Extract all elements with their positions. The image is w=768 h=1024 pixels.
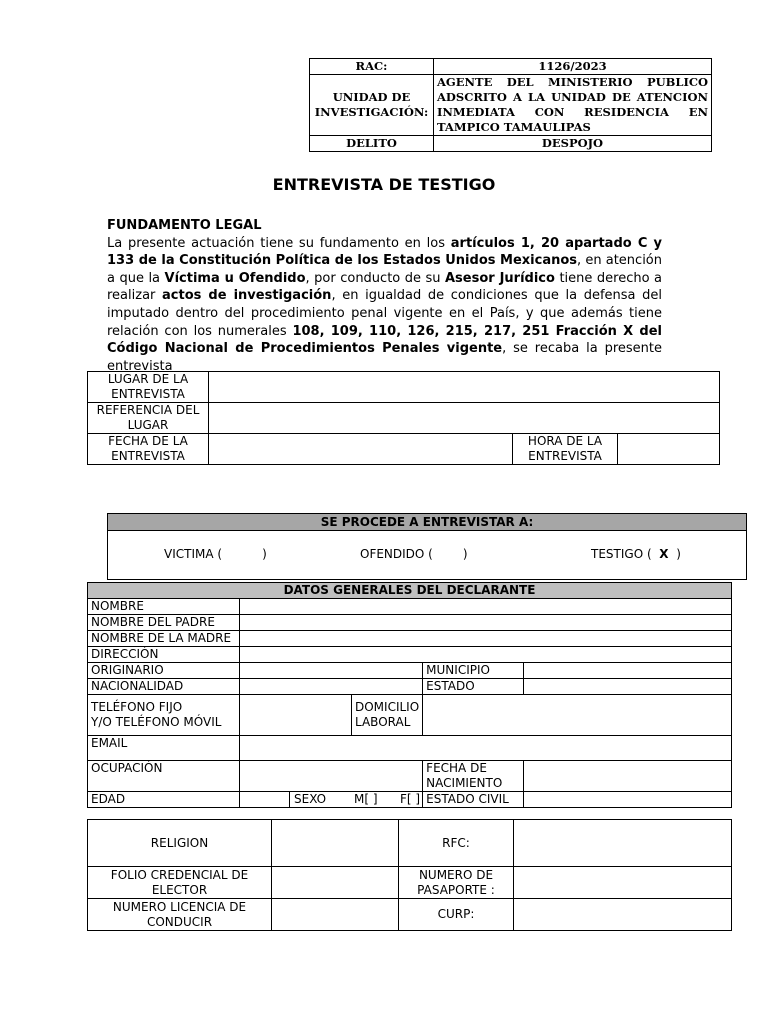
label-line: ENTREVISTA — [111, 449, 185, 463]
delito-label: DELITO — [310, 136, 434, 152]
ocupacion-label: OCUPACIÓN — [88, 761, 240, 792]
domicilio-field[interactable] — [423, 695, 732, 736]
interviewee-type-table — [107, 513, 747, 580]
label-line: LABORAL — [355, 715, 411, 729]
licencia-label — [88, 899, 272, 931]
label-line: ENTREVISTA — [111, 387, 185, 401]
unidad-label-line: UNIDAD DE — [332, 90, 411, 104]
label-line: REFERENCIA DEL — [96, 403, 200, 417]
fecha-label — [88, 434, 209, 465]
label-line: TELÉFONO FIJO — [91, 700, 183, 714]
legal-text: , por conducto de su — [305, 270, 445, 286]
pasaporte-label — [399, 867, 514, 899]
madre-label: NOMBRE DE LA MADRE — [88, 631, 240, 647]
interview-place-table — [87, 371, 720, 465]
label-line: LUGAR — [127, 418, 169, 432]
unidad-value-line: INMEDIATA CON RESIDENCIA EN — [437, 105, 708, 119]
hora-label — [513, 434, 618, 465]
nacionalidad-field[interactable] — [240, 679, 423, 695]
sexo-label: SEXO — [294, 792, 327, 806]
legal-text: , se recaba la presente entrevista — [107, 341, 662, 374]
edad-field[interactable] — [240, 792, 290, 807]
fecha-field[interactable] — [209, 434, 513, 465]
fecha-nacimiento-field[interactable] — [524, 761, 732, 792]
estado-label: ESTADO — [423, 679, 524, 695]
label-line: PASAPORTE : — [417, 882, 495, 897]
religion-field[interactable] — [272, 820, 399, 867]
legal-bold-text: artículos 1, 20 apartado C y 133 de la Constitución Política de los Estados Unidos Mexicanos — [107, 235, 662, 269]
telefono-field[interactable] — [240, 695, 352, 736]
originario-field[interactable] — [240, 663, 423, 679]
case-header-table — [309, 58, 712, 152]
email-field[interactable] — [240, 736, 732, 761]
legal-bold-text: Víctima u Ofendido — [164, 270, 306, 286]
option-close: ) — [262, 547, 267, 561]
sexo-m-checkbox[interactable]: M[ ] — [354, 792, 378, 806]
edad-sexo-cell — [240, 792, 423, 808]
folio-label — [88, 867, 272, 899]
delito-value: DESPOJO — [434, 136, 712, 152]
legal-bold-text: actos de investigación — [162, 288, 332, 304]
unidad-value-line: ADSCRITO A LA UNIDAD DE ATENCION — [437, 90, 708, 104]
rac-value: 1126/2023 — [434, 59, 712, 75]
legal-text: , en igualdad de condiciones que la defensa del imputado dentro del procedimiento penal vigente en el País, y que además tiene relación con los numerales — [107, 288, 663, 339]
label-line: FECHA DE — [426, 761, 487, 775]
rfc-label: RFC: — [399, 820, 514, 867]
religion-label: RELIGION — [88, 820, 272, 867]
direccion-field[interactable] — [240, 647, 732, 663]
nacionalidad-label: NACIONALIDAD — [88, 679, 240, 695]
option-label: VICTIMA ( — [164, 547, 223, 561]
declarant-data-header: DATOS GENERALES DEL DECLARANTE — [88, 583, 732, 599]
interviewee-type-header: SE PROCEDE A ENTREVISTAR A: — [108, 514, 747, 531]
madre-field[interactable] — [240, 631, 732, 647]
ofendido-option[interactable] — [360, 547, 468, 561]
lugar-label — [88, 372, 209, 403]
label-line: Y/O TELÉFONO MÓVIL — [91, 715, 222, 729]
interviewee-type-options — [108, 531, 747, 580]
rfc-field[interactable] — [514, 820, 732, 867]
fecha-nacimiento-label — [423, 761, 524, 792]
municipio-label: MUNICIPIO — [423, 663, 524, 679]
identification-table — [87, 819, 732, 931]
legal-bold-text: Asesor Jurídico — [445, 270, 555, 286]
edad-label: EDAD — [88, 792, 240, 808]
label-line: NUMERO DE — [418, 867, 494, 882]
padre-field[interactable] — [240, 615, 732, 631]
originario-label: ORIGINARIO — [88, 663, 240, 679]
licencia-field[interactable] — [272, 899, 399, 931]
direccion-label: DIRECCIÓN — [88, 647, 240, 663]
legal-bold-text: 108, 109, 110, 126, 215, 217, 251 Fracción X del Código Nacional de Procedimientos Penales vigente — [107, 323, 662, 357]
label-line: ENTREVISTA — [528, 449, 602, 463]
legal-heading: FUNDAMENTO LEGAL — [107, 218, 262, 233]
telefono-label — [88, 695, 240, 736]
option-close: ) — [676, 547, 681, 561]
pasaporte-field[interactable] — [514, 867, 732, 899]
curp-label: CURP: — [399, 899, 514, 931]
label-line: CONDUCIR — [146, 914, 213, 929]
label-line: ELECTOR — [151, 882, 208, 897]
legal-basis-section — [107, 217, 662, 375]
estado-field[interactable] — [524, 679, 732, 695]
municipio-field[interactable] — [524, 663, 732, 679]
option-label: TESTIGO ( — [591, 547, 652, 561]
legal-paragraph — [107, 235, 662, 376]
label-line: NACIMIENTO — [426, 776, 503, 790]
estado-civil-label: ESTADO CIVIL — [423, 792, 524, 808]
unidad-value-line: AGENTE DEL MINISTERIO PUBLICO — [437, 75, 708, 89]
document-title: ENTREVISTA DE TESTIGO — [272, 175, 496, 194]
victima-option[interactable] — [164, 547, 267, 561]
nombre-label: NOMBRE — [88, 599, 240, 615]
label-line: NUMERO LICENCIA DE — [112, 899, 247, 914]
option-label: OFENDIDO ( — [360, 547, 433, 561]
unidad-value — [434, 75, 712, 136]
testigo-option[interactable] — [591, 547, 681, 561]
testigo-checked-mark: X — [659, 547, 669, 561]
unidad-label — [310, 75, 434, 136]
rac-label: RAC: — [310, 59, 434, 75]
referencia-label — [88, 403, 209, 434]
label-line: FECHA DE LA — [108, 434, 188, 448]
ocupacion-field[interactable] — [240, 761, 423, 792]
curp-field[interactable] — [514, 899, 732, 931]
sexo-f-checkbox[interactable]: F[ ] — [400, 792, 421, 806]
label-line: LUGAR DE LA — [107, 372, 189, 386]
legal-text: La presente actuación tiene su fundamento en los — [107, 235, 451, 251]
unidad-value-line: TAMPICO TAMAULIPAS — [437, 120, 591, 134]
label-line: DOMICILIO — [355, 700, 420, 714]
nombre-field[interactable] — [240, 599, 732, 615]
referencia-field[interactable] — [209, 403, 720, 434]
estado-civil-field[interactable] — [524, 792, 732, 808]
label-line: FOLIO CREDENCIAL DE — [110, 867, 249, 882]
option-close: ) — [462, 547, 468, 561]
declarant-data-table — [87, 582, 732, 808]
padre-label: NOMBRE DEL PADRE — [88, 615, 240, 631]
domicilio-label — [352, 695, 423, 736]
unidad-label-line: INVESTIGACIÓN: — [314, 105, 429, 119]
label-line: HORA DE LA — [527, 434, 603, 448]
lugar-field[interactable] — [209, 372, 720, 403]
hora-field[interactable] — [618, 434, 720, 465]
legal-text: , en atención a que la — [107, 253, 662, 286]
email-label: EMAIL — [88, 736, 240, 761]
folio-field[interactable] — [272, 867, 399, 899]
legal-text: tiene derecho a realizar — [107, 270, 662, 304]
